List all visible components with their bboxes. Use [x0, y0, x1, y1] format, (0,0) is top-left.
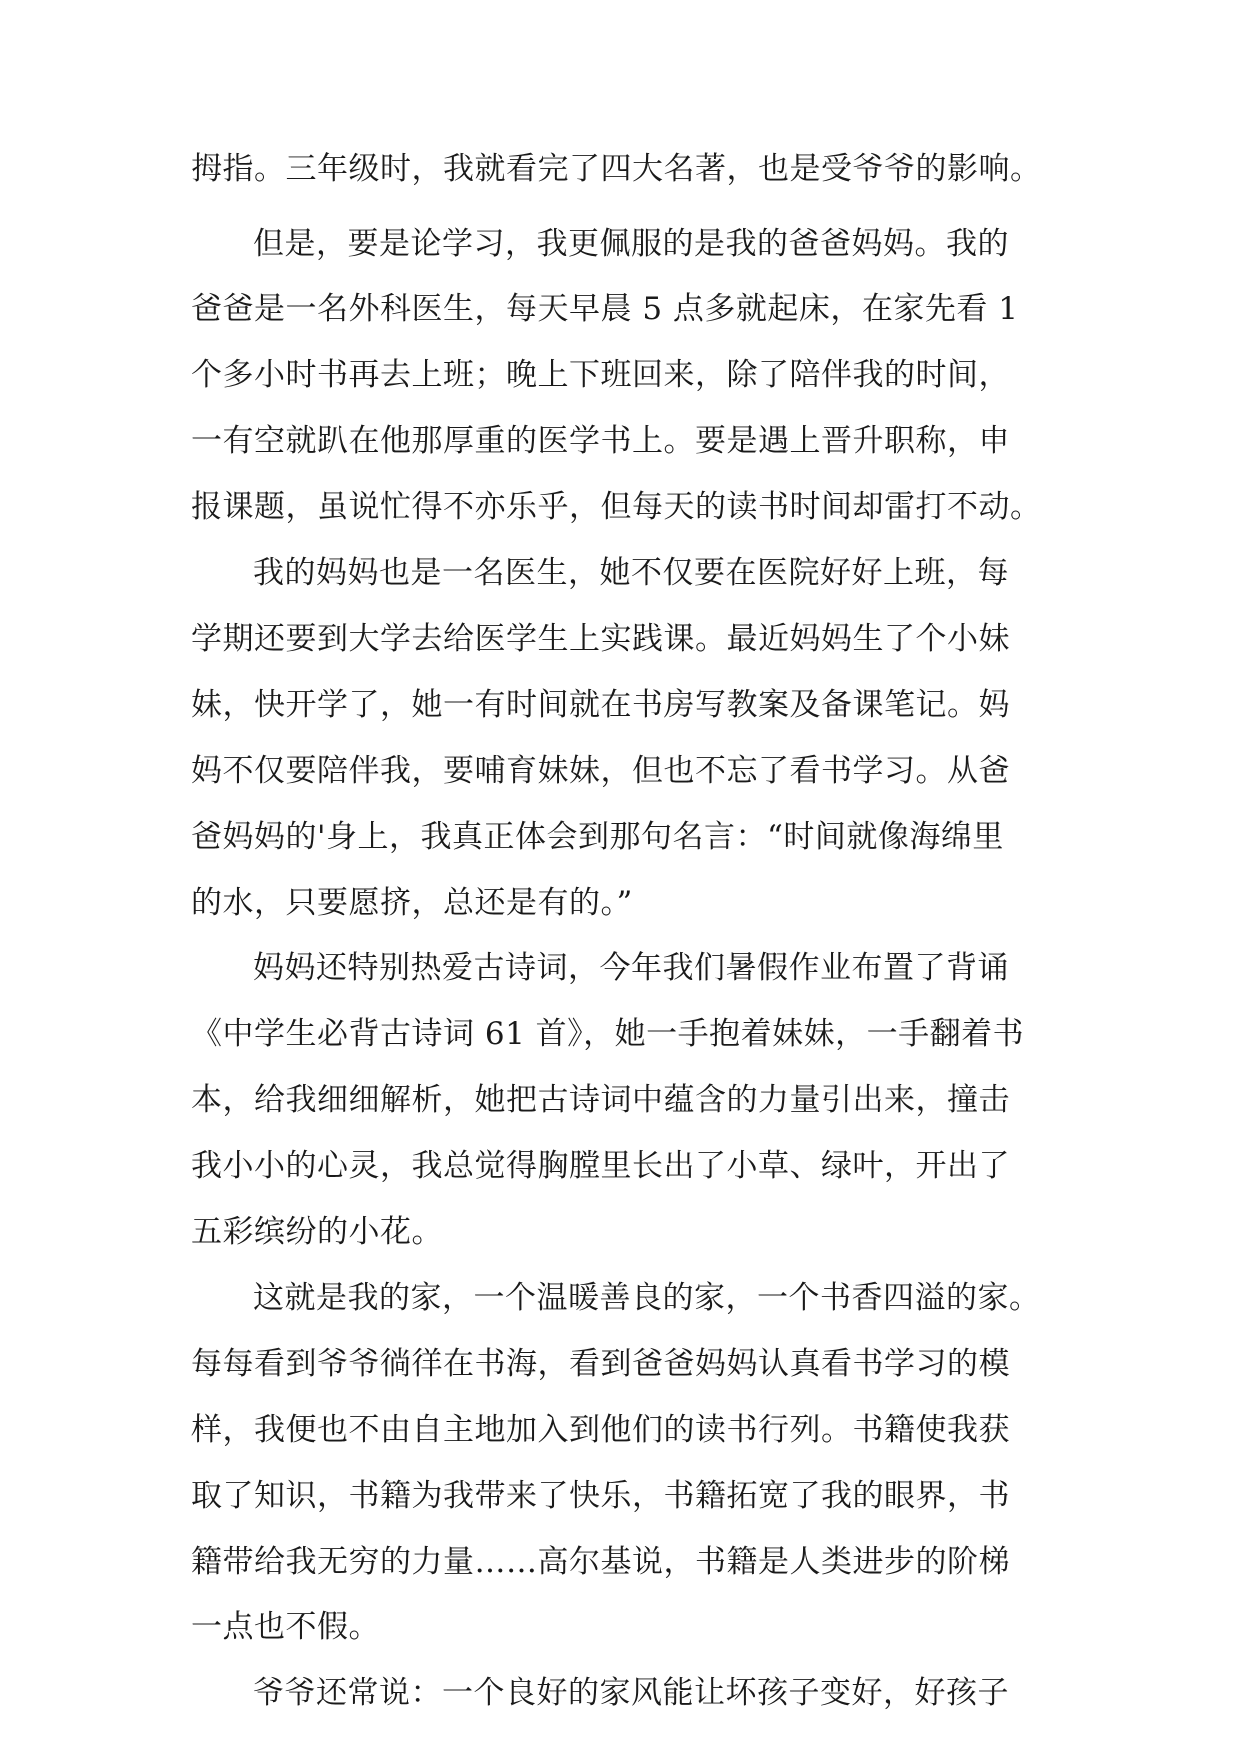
text-line: 这就是我的家，一个温暖善良的家，一个书香四溢的家。 [253, 1280, 1041, 1316]
text-line: 但是，要是论学习，我更佩服的是我的爸爸妈妈。我的 [253, 226, 1009, 262]
text-line: 学期还要到大学去给医学生上实践课。最近妈妈生了个小妹 [191, 621, 1010, 657]
text-line: 籍带给我无穷的力量……高尔基说，书籍是人类进步的阶梯 [191, 1544, 1010, 1580]
text-line: 爷爷还常说：一个良好的家风能让坏孩子变好，好孩子 [253, 1675, 1009, 1711]
text-line: 的水，只要愿挤，总还是有的。” [191, 885, 633, 921]
text-line: 《中学生必背古诗词 61 首》，她一手抱着妹妹，一手翻着书 [191, 1016, 1025, 1052]
text-line: 我的妈妈也是一名医生，她不仅要在医院好好上班，每 [253, 555, 1009, 591]
text-line: 爸爸是一名外科医生，每天早晨 5 点多就起床，在家先看 1 [191, 291, 1019, 327]
text-line: 一有空就趴在他那厚重的医学书上。要是遇上晋升职称，申 [191, 423, 1010, 459]
text-line: 取了知识，书籍为我带来了快乐，书籍拓宽了我的眼界，书 [191, 1478, 1010, 1514]
text-line: 每每看到爷爷徜徉在书海，看到爸爸妈妈认真看书学习的模 [191, 1346, 1010, 1382]
text-line: 我小小的心灵，我总觉得胸膛里长出了小草、绿叶，开出了 [191, 1148, 1010, 1184]
text-line: 妹，快开学了，她一有时间就在书房写教案及备课笔记。妈 [191, 687, 1010, 723]
text-line: 五彩缤纷的小花。 [191, 1214, 443, 1250]
text-line: 报课题，虽说忙得不亦乐乎，但每天的读书时间却雷打不动。 [191, 489, 1042, 525]
text-line: 爸妈妈的'身上，我真正体会到那句名言：“时间就像海绵里 [191, 819, 1004, 855]
text-line: 妈妈还特别热爱古诗词，今年我们暑假作业布置了背诵 [253, 950, 1009, 986]
text-line: 个多小时书再去上班；晚上下班回来，除了陪伴我的时间， [191, 357, 1010, 393]
text-line: 拇指。三年级时，我就看完了四大名著，也是受爷爷的影响。 [191, 151, 1042, 187]
text-line: 本，给我细细解析，她把古诗词中蕴含的力量引出来，撞击 [191, 1082, 1010, 1118]
text-line: 一点也不假。 [191, 1609, 380, 1645]
text-line: 样，我便也不由自主地加入到他们的读书行列。书籍使我获 [191, 1412, 1010, 1448]
text-line: 妈不仅要陪伴我，要哺育妹妹，但也不忘了看书学习。从爸 [191, 753, 1010, 789]
